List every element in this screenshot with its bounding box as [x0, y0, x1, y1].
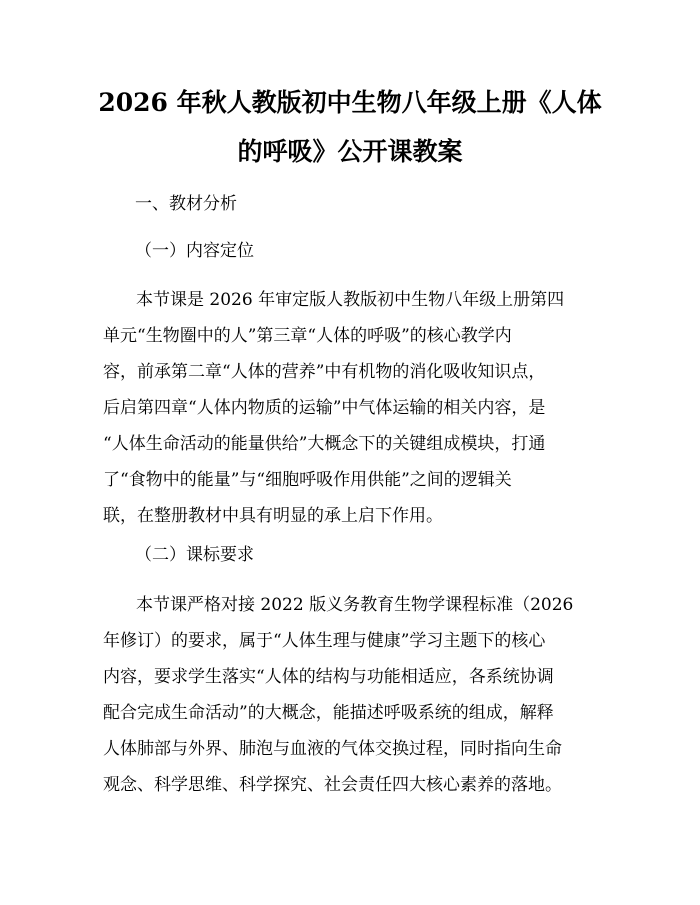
- paragraph-line: 后启第四章“人体内物质的运输”中气体运输的相关内容，是: [103, 398, 546, 418]
- paragraph-line: 单元“生物圈中的人”第三章“人体的呼吸”的核心教学内: [103, 326, 512, 346]
- paragraph-line: 内容，要求学生落实“人体的结构与功能相适应，各系统协调: [103, 667, 554, 687]
- subsection-heading-content-positioning: （一）内容定位: [135, 241, 254, 261]
- paragraph-curriculum-requirements: [103, 587, 608, 803]
- subsection-heading-curriculum-requirements: （二）课标要求: [135, 545, 254, 565]
- paragraph-line: 联，在整册教材中具有明显的承上启下作用。: [103, 506, 443, 526]
- paragraph-line: 人体肺部与外界、肺泡与血液的气体交换过程，同时指向生命: [103, 739, 562, 759]
- document-title-line-2: 的呼吸》公开课教案: [237, 137, 463, 166]
- paragraph-line: 本节课是 2026 年审定版人教版初中生物八年级上册第四: [136, 290, 565, 310]
- document-title-line-1: 2026 年秋人教版初中生物八年级上册《人体: [98, 88, 602, 117]
- paragraph-line: “人体生命活动的能量供给”大概念下的关键组成模块，打通: [103, 434, 546, 454]
- paragraph-line: 年修订）的要求，属于“人体生理与健康”学习主题下的核心: [103, 631, 546, 651]
- paragraph-line: 容，前承第二章“人体的营养”中有机物的消化吸收知识点，: [103, 362, 546, 382]
- paragraph-line: 观念、科学思维、科学探究、社会责任四大核心素养的落地。: [103, 775, 562, 795]
- paragraph-line: 本节课严格对接 2022 版义务教育生物学课程标准（2026: [136, 595, 574, 615]
- paragraph-content-positioning: [103, 282, 608, 534]
- paragraph-line: 了“食物中的能量”与“细胞呼吸作用供能”之间的逻辑关: [103, 470, 512, 490]
- paragraph-line: 配合完成生命活动”的大概念，能描述呼吸系统的组成，解释: [103, 703, 554, 723]
- section-heading-textbook-analysis: 一、教材分析: [135, 194, 237, 214]
